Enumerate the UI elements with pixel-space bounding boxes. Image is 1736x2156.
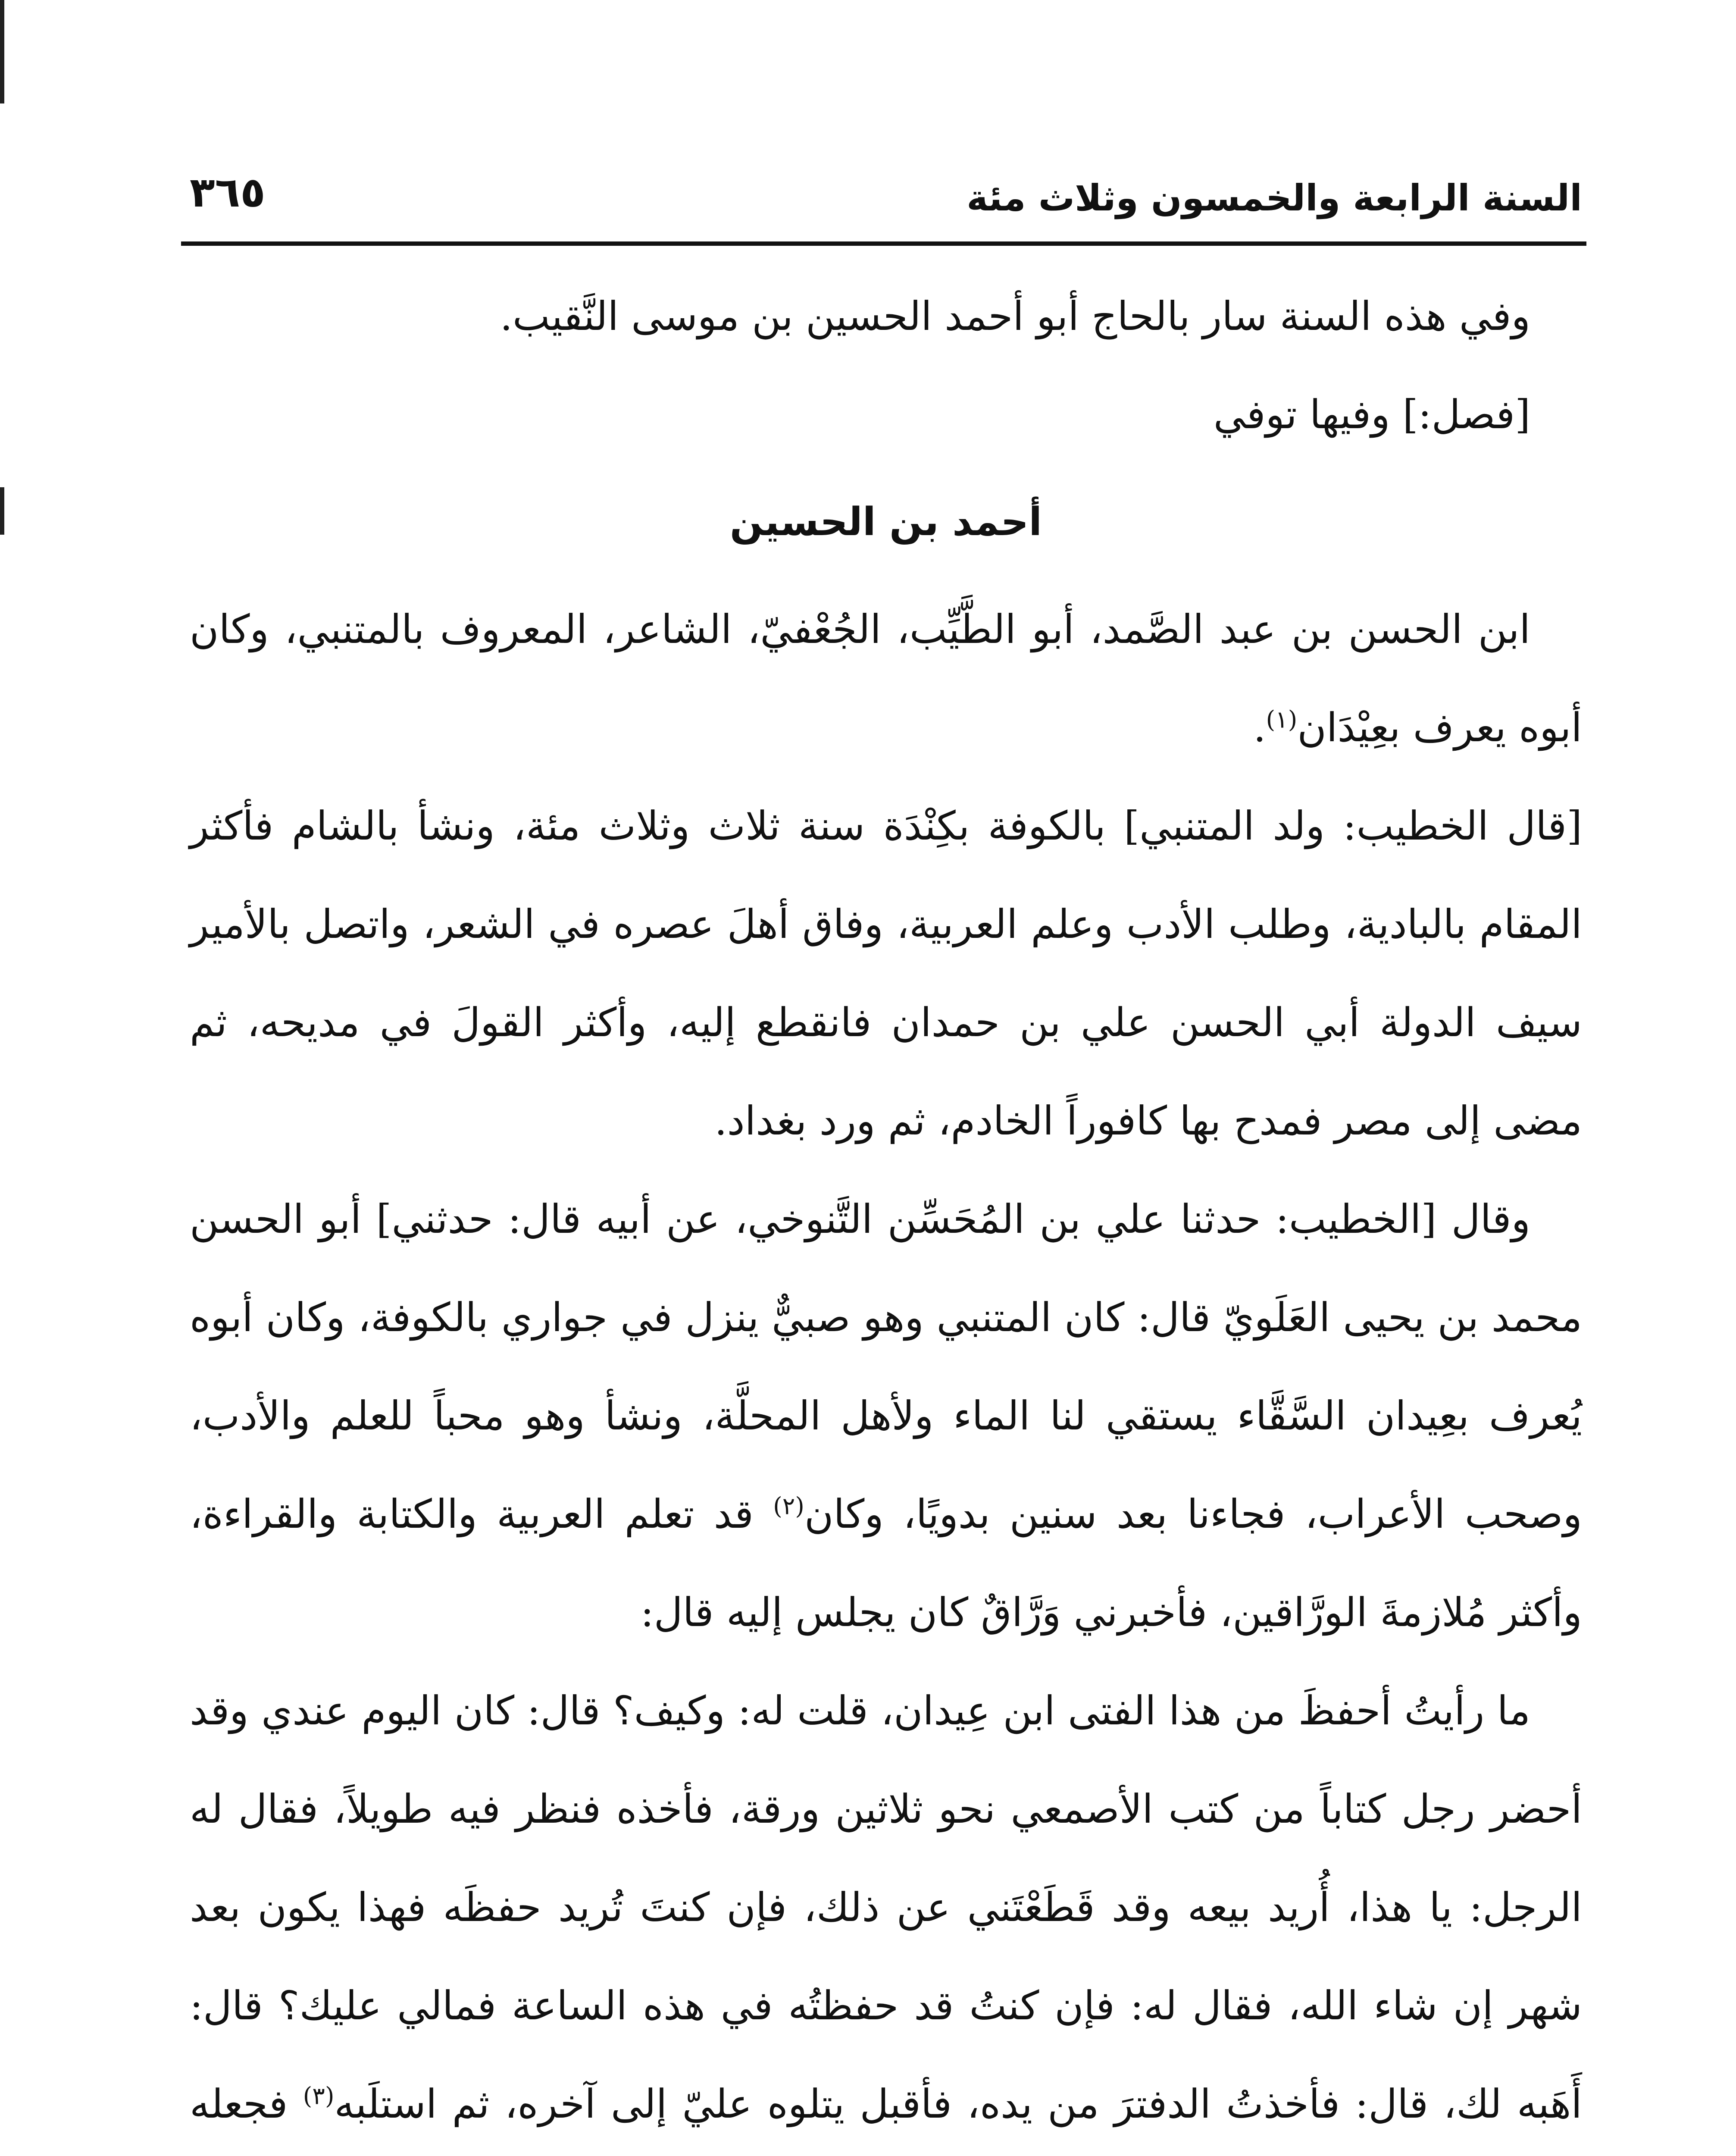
paragraph-alawi-report bbox=[190, 1170, 1582, 1662]
paragraph-lineage bbox=[190, 580, 1582, 777]
lineage-end: . bbox=[1253, 705, 1266, 751]
paragraph-section-intro: [فصل:] وفيها توفي bbox=[1213, 392, 1530, 438]
warraq-story-text-b: فجعله bbox=[190, 2081, 288, 2127]
scan-gutter-mark bbox=[0, 487, 4, 535]
paragraph-khatib-birth: [قال الخطيب: ولد المتنبي] بالكوفة بكِنْدَة سنة ثلاث وثلاث مئة، ونشأ بالشام فأكثر المقام بالبادية، وطلب الأدب وعلم العربية، وفاق أهلَ عصره في الشعر، واتصل بالأمير سيف الدولة أبي الحسن علي بن حمدان فانقطع إليه، وأكثر القولَ في مديحه، ثم مضى إلى مصر فمدح بها كافوراً الخادم، ثم ورد بغداد. bbox=[190, 803, 1582, 1144]
footnote-ref-1: (١) bbox=[1266, 706, 1298, 734]
running-head: السنة الرابعة والخمسون وثلاث مئة bbox=[967, 177, 1582, 219]
footnote-ref-3: (٣) bbox=[303, 2082, 335, 2110]
alawi-report-text-b: قد تعلم العربية والكتابة والقراءة، وأكثر مُلازمةَ الورَّاقين، فأخبرني وَرَّاقٌ كان يجلس إليه قال: bbox=[190, 1491, 1582, 1636]
entry-heading: أحمد بن الحسين bbox=[729, 499, 1042, 545]
scan-gutter-mark bbox=[0, 0, 4, 103]
paragraph-warraq-story bbox=[190, 1662, 1582, 2156]
footnote-ref-2: (٢) bbox=[773, 1492, 804, 1520]
page-header bbox=[190, 147, 1582, 224]
paragraph-hajj: وفي هذه السنة سار بالحاج أبو أحمد الحسين بن موسى النَّقيب. bbox=[500, 293, 1530, 339]
page-number: ٣٦٥ bbox=[190, 168, 266, 216]
header-rule bbox=[181, 241, 1586, 246]
warraq-story-text-a: ما رأيتُ أحفظَ من هذا الفتى ابن عِيدان، قلت له: وكيف؟ قال: كان اليوم عندي وقد أحضر رجل كتاباً من كتب الأصمعي نحو ثلاثين ورقة، فأخذه فنظر فيه طويلاً، فقال له الرجل: يا هذا، أُريد بيعه وقد قَطَعْتَني عن ذلك، فإن كنتَ تُريد حفظَه فهذا يكون بعد شهر إن شاء الله، فقال له: فإن كنتُ قد حفظتُه في هذه الساعة فمالي عليك؟ قال: أَهَبه لك، قال: فأخذتُ الدفترَ من يده، فأقبل يتلوه عليّ إلى آخره، ثم استلَبه bbox=[190, 1688, 1582, 2127]
alawi-report-text-a: وقال [الخطيب: حدثنا علي بن المُحَسِّن التَّنوخي، عن أبيه قال: حدثني] أبو الحسن محمد بن يحيى العَلَويّ قال: كان المتنبي وهو صبيٌّ ينزل في جواري بالكوفة، وكان أبوه يُعرف بعِيدان السَّقَّاء يستقي لنا الماء ولأهل المحلَّة، ونشأ وهو محباً للعلم والأدب، وصحب الأعراب، فجاءنا بعد سنين بدويًا، وكان bbox=[190, 1196, 1582, 1537]
main-text bbox=[190, 267, 1582, 2156]
lineage-text: ابن الحسن بن عبد الصَّمد، أبو الطَّيِّب، الجُعْفيّ، الشاعر، المعروف بالمتنبي، وكان أبوه يعرف بعِيْدَان bbox=[190, 606, 1582, 751]
